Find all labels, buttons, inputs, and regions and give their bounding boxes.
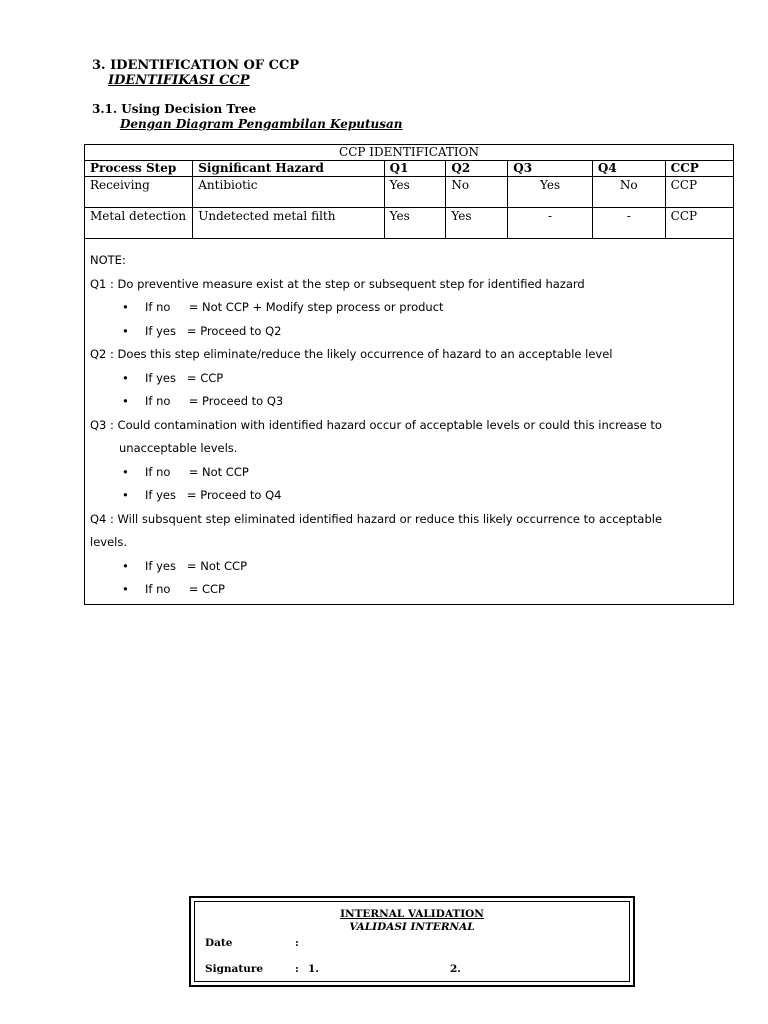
header-q2: Q2 <box>446 161 508 177</box>
cell-q2: No <box>446 177 508 208</box>
subsection-heading: 3.1. Using Decision Tree <box>92 102 257 116</box>
cell-q4: No <box>592 177 665 208</box>
cell-process-step: Metal detection <box>85 208 193 239</box>
bullet-icon: • <box>122 488 129 502</box>
header-q1: Q1 <box>384 161 446 177</box>
header-q4: Q4 <box>592 161 665 177</box>
section-heading: 3. IDENTIFICATION OF CCP <box>92 58 300 73</box>
table-row <box>85 208 733 239</box>
ccp-identification-box <box>84 144 734 605</box>
bullet-icon: • <box>122 300 129 314</box>
subsection-heading-translation: Dengan Diagram Pengambilan Keputusan <box>120 117 403 131</box>
list-item <box>90 320 728 344</box>
section-heading-translation: IDENTIFIKASI CCP <box>108 73 250 88</box>
header-process-step: Process Step <box>85 161 193 177</box>
list-item <box>90 578 728 602</box>
question-q4-continued: levels. <box>90 535 127 549</box>
internal-validation-inner <box>194 901 630 982</box>
bullet-icon: • <box>122 582 129 596</box>
validation-subtitle: VALIDASI INTERNAL <box>349 921 475 933</box>
date-colon: : <box>295 937 299 949</box>
list-item-text: If yes = Proceed to Q2 <box>145 323 282 338</box>
question-q4: Q4 : Will subsquent step eliminated identified hazard or reduce this likely occurrence to acceptable <box>90 511 663 526</box>
table-title: CCP IDENTIFICATION <box>85 145 733 161</box>
cell-process-step: Receiving <box>85 177 193 208</box>
ccp-table <box>85 145 733 239</box>
list-item-text: If yes = CCP <box>145 370 224 385</box>
bullet-icon: • <box>122 558 129 573</box>
list-item-text: If yes = Proceed to Q4 <box>145 488 282 502</box>
cell-q1: Yes <box>384 177 446 208</box>
list-item <box>90 296 728 320</box>
list-item <box>90 367 728 391</box>
validation-title: INTERNAL VALIDATION <box>340 908 484 920</box>
cell-q4: - <box>592 208 665 239</box>
question-q3-continued: unacceptable levels. <box>119 441 238 455</box>
cell-ccp: CCP <box>665 208 733 239</box>
cell-hazard: Undetected metal filth <box>193 208 384 239</box>
list-item-text: If no = Not CCP + Modify step process or product <box>145 300 444 314</box>
list-item-text: If no = CCP <box>145 582 225 596</box>
question-q1: Q1 : Do preventive measure exist at the step or subsequent step for identified hazard <box>90 276 585 291</box>
bullet-icon: • <box>122 370 129 385</box>
table-row <box>85 177 733 208</box>
cell-q3: Yes <box>508 177 593 208</box>
signature-slot-2: 2. <box>450 963 461 975</box>
bullet-icon: • <box>122 394 129 408</box>
question-q2: Q2 : Does this step eliminate/reduce the likely occurrence of hazard to an acceptable level <box>90 347 613 361</box>
list-item <box>90 461 728 485</box>
header-q3: Q3 <box>508 161 593 177</box>
list-item-text: If no = Proceed to Q3 <box>145 394 284 408</box>
notes-section <box>85 239 733 604</box>
signature-label: Signature <box>205 963 264 975</box>
bullet-icon: • <box>122 464 129 479</box>
cell-q2: Yes <box>446 208 508 239</box>
question-q3: Q3 : Could contamination with identified hazard occur of acceptable levels or could this increase to <box>90 417 662 432</box>
header-significant-hazard: Significant Hazard <box>193 161 384 177</box>
list-item <box>90 484 728 508</box>
signature-slot-1: 1. <box>308 963 319 975</box>
list-item-text: If yes = Not CCP <box>145 558 248 573</box>
header-ccp: CCP <box>665 161 733 177</box>
cell-hazard: Antibiotic <box>193 177 384 208</box>
list-item <box>90 390 728 414</box>
internal-validation-box <box>189 896 635 987</box>
cell-q1: Yes <box>384 208 446 239</box>
list-item <box>90 555 728 579</box>
note-label: NOTE: <box>90 253 126 267</box>
cell-q3: - <box>508 208 593 239</box>
cell-ccp: CCP <box>665 177 733 208</box>
signature-colon: : <box>295 963 299 975</box>
list-item-text: If no = Not CCP <box>145 464 249 479</box>
date-label: Date <box>205 937 233 949</box>
bullet-icon: • <box>122 323 129 338</box>
